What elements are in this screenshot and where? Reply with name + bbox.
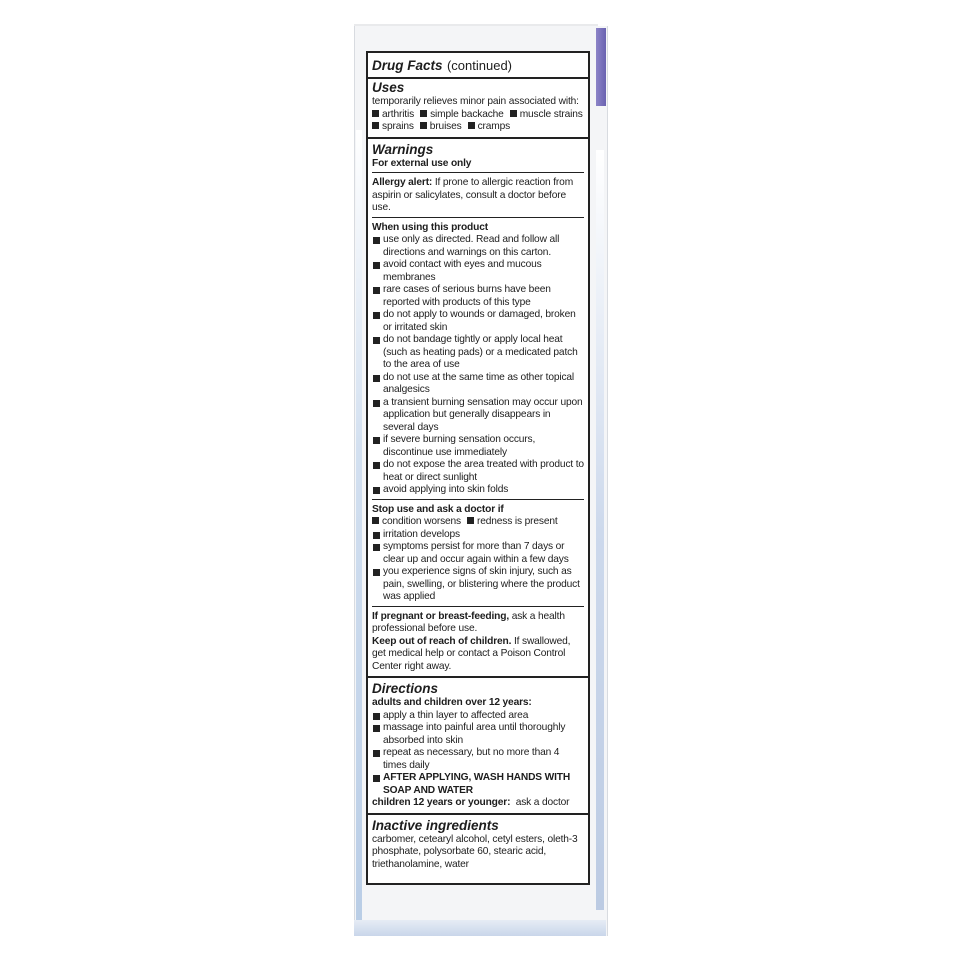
when-using-block (372, 217, 584, 497)
uses-intro: temporarily relieves minor pain associated with: (372, 96, 579, 107)
children-text: ask a doctor (515, 797, 570, 808)
warnings-section (368, 139, 588, 679)
list-item: do not use at the same time as other topical analgesics (372, 372, 584, 397)
list-item: use only as directed. Read and follow all directions and warnings on this carton. (372, 234, 584, 259)
pregnancy-warning (372, 606, 584, 636)
carton-bottom-strip (354, 920, 606, 936)
list-item: symptoms persist for more than 7 days or clear up and occur again within a few days (372, 541, 584, 566)
drug-facts-panel (366, 51, 590, 885)
use-item: cramps (477, 121, 511, 132)
list-item: avoid contact with eyes and mucous membranes (372, 259, 584, 284)
list-item: rare cases of serious burns have been reported with products of this type (372, 284, 584, 309)
list-item: AFTER APPLYING, WASH HANDS WITH SOAP AND WATER (372, 772, 584, 797)
uses-section (368, 79, 588, 139)
inactive-heading: Inactive ingredients (372, 817, 499, 833)
list-item: repeat as necessary, but no more than 4 times daily (372, 747, 584, 772)
drug-facts-header (368, 53, 588, 79)
uses-items-row-2 (372, 121, 584, 134)
continued-label: (continued) (446, 58, 513, 73)
list-item: do not apply to wounds or damaged, broken or irritated skin (372, 309, 584, 334)
use-item: muscle strains (519, 108, 583, 120)
use-item: arthritis (382, 108, 415, 120)
stop-use-heading: Stop use and ask a doctor if (372, 503, 504, 515)
stop-item: redness is present (477, 516, 558, 527)
keep-out-of-reach (372, 636, 584, 674)
carton-right-edge (596, 150, 604, 910)
pregnant-label: If pregnant or breast-feeding, (372, 610, 510, 622)
adults-label: adults and children over 12 years: (372, 697, 532, 708)
pregnant-text: ask a health professional before use. (372, 610, 565, 634)
reach-label: Keep out of reach of children. (372, 635, 512, 647)
directions-heading: Directions (372, 681, 439, 696)
list-item: irritation develops (372, 529, 584, 542)
carton-left-edge (356, 130, 362, 930)
list-item: a transient burning sensation may occur upon application but generally disappears in several days (372, 397, 584, 435)
list-item: apply a thin layer to affected area (372, 710, 584, 723)
list-item: do not bandage tightly or apply local heat (such as heating pads) or a medicated patch to the area of use (372, 334, 584, 372)
allergy-text: If prone to allergic reaction from aspirin or salicylates, consult a doctor before use. (372, 177, 574, 213)
uses-items-row-1 (372, 109, 584, 122)
children-label: children 12 years or younger: (372, 797, 511, 808)
inactive-ingredients-section (368, 815, 588, 872)
list-item: massage into painful area until thoroughly absorbed into skin (372, 722, 584, 747)
use-item: sprains (382, 121, 414, 132)
directions-section (368, 678, 588, 815)
use-item: simple backache (430, 108, 504, 120)
stop-use-block (372, 499, 584, 604)
inactive-text: carbomer, cetearyl alcohol, cetyl esters, oleth-3 phosphate, polysorbate 60, stearic acid, triethanolamine, water (372, 833, 578, 870)
allergy-alert (372, 172, 584, 215)
list-item: if severe burning sensation occurs, discontinue use immediately (372, 434, 584, 459)
stop-inline-row (372, 516, 584, 529)
allergy-label: Allergy alert: (372, 177, 433, 188)
warnings-heading: Warnings (372, 141, 434, 157)
external-use-text: For external use only (372, 157, 472, 169)
use-item: bruises (429, 121, 462, 132)
list-item: do not expose the area treated with product to heat or direct sunlight (372, 459, 584, 484)
drug-facts-title: Drug Facts (372, 58, 443, 73)
uses-heading: Uses (372, 80, 405, 95)
list-item: you experience signs of skin injury, such as pain, swelling, or blistering where the product was applied (372, 566, 584, 604)
carton-purple-edge (596, 28, 606, 106)
reach-text: If swallowed, get medical help or contact a Poison Control Center right away. (372, 635, 571, 672)
list-item: avoid applying into skin folds (372, 484, 584, 497)
when-using-heading: When using this product (372, 221, 488, 233)
stop-item: condition worsens (382, 516, 461, 527)
children-directions (372, 797, 584, 810)
